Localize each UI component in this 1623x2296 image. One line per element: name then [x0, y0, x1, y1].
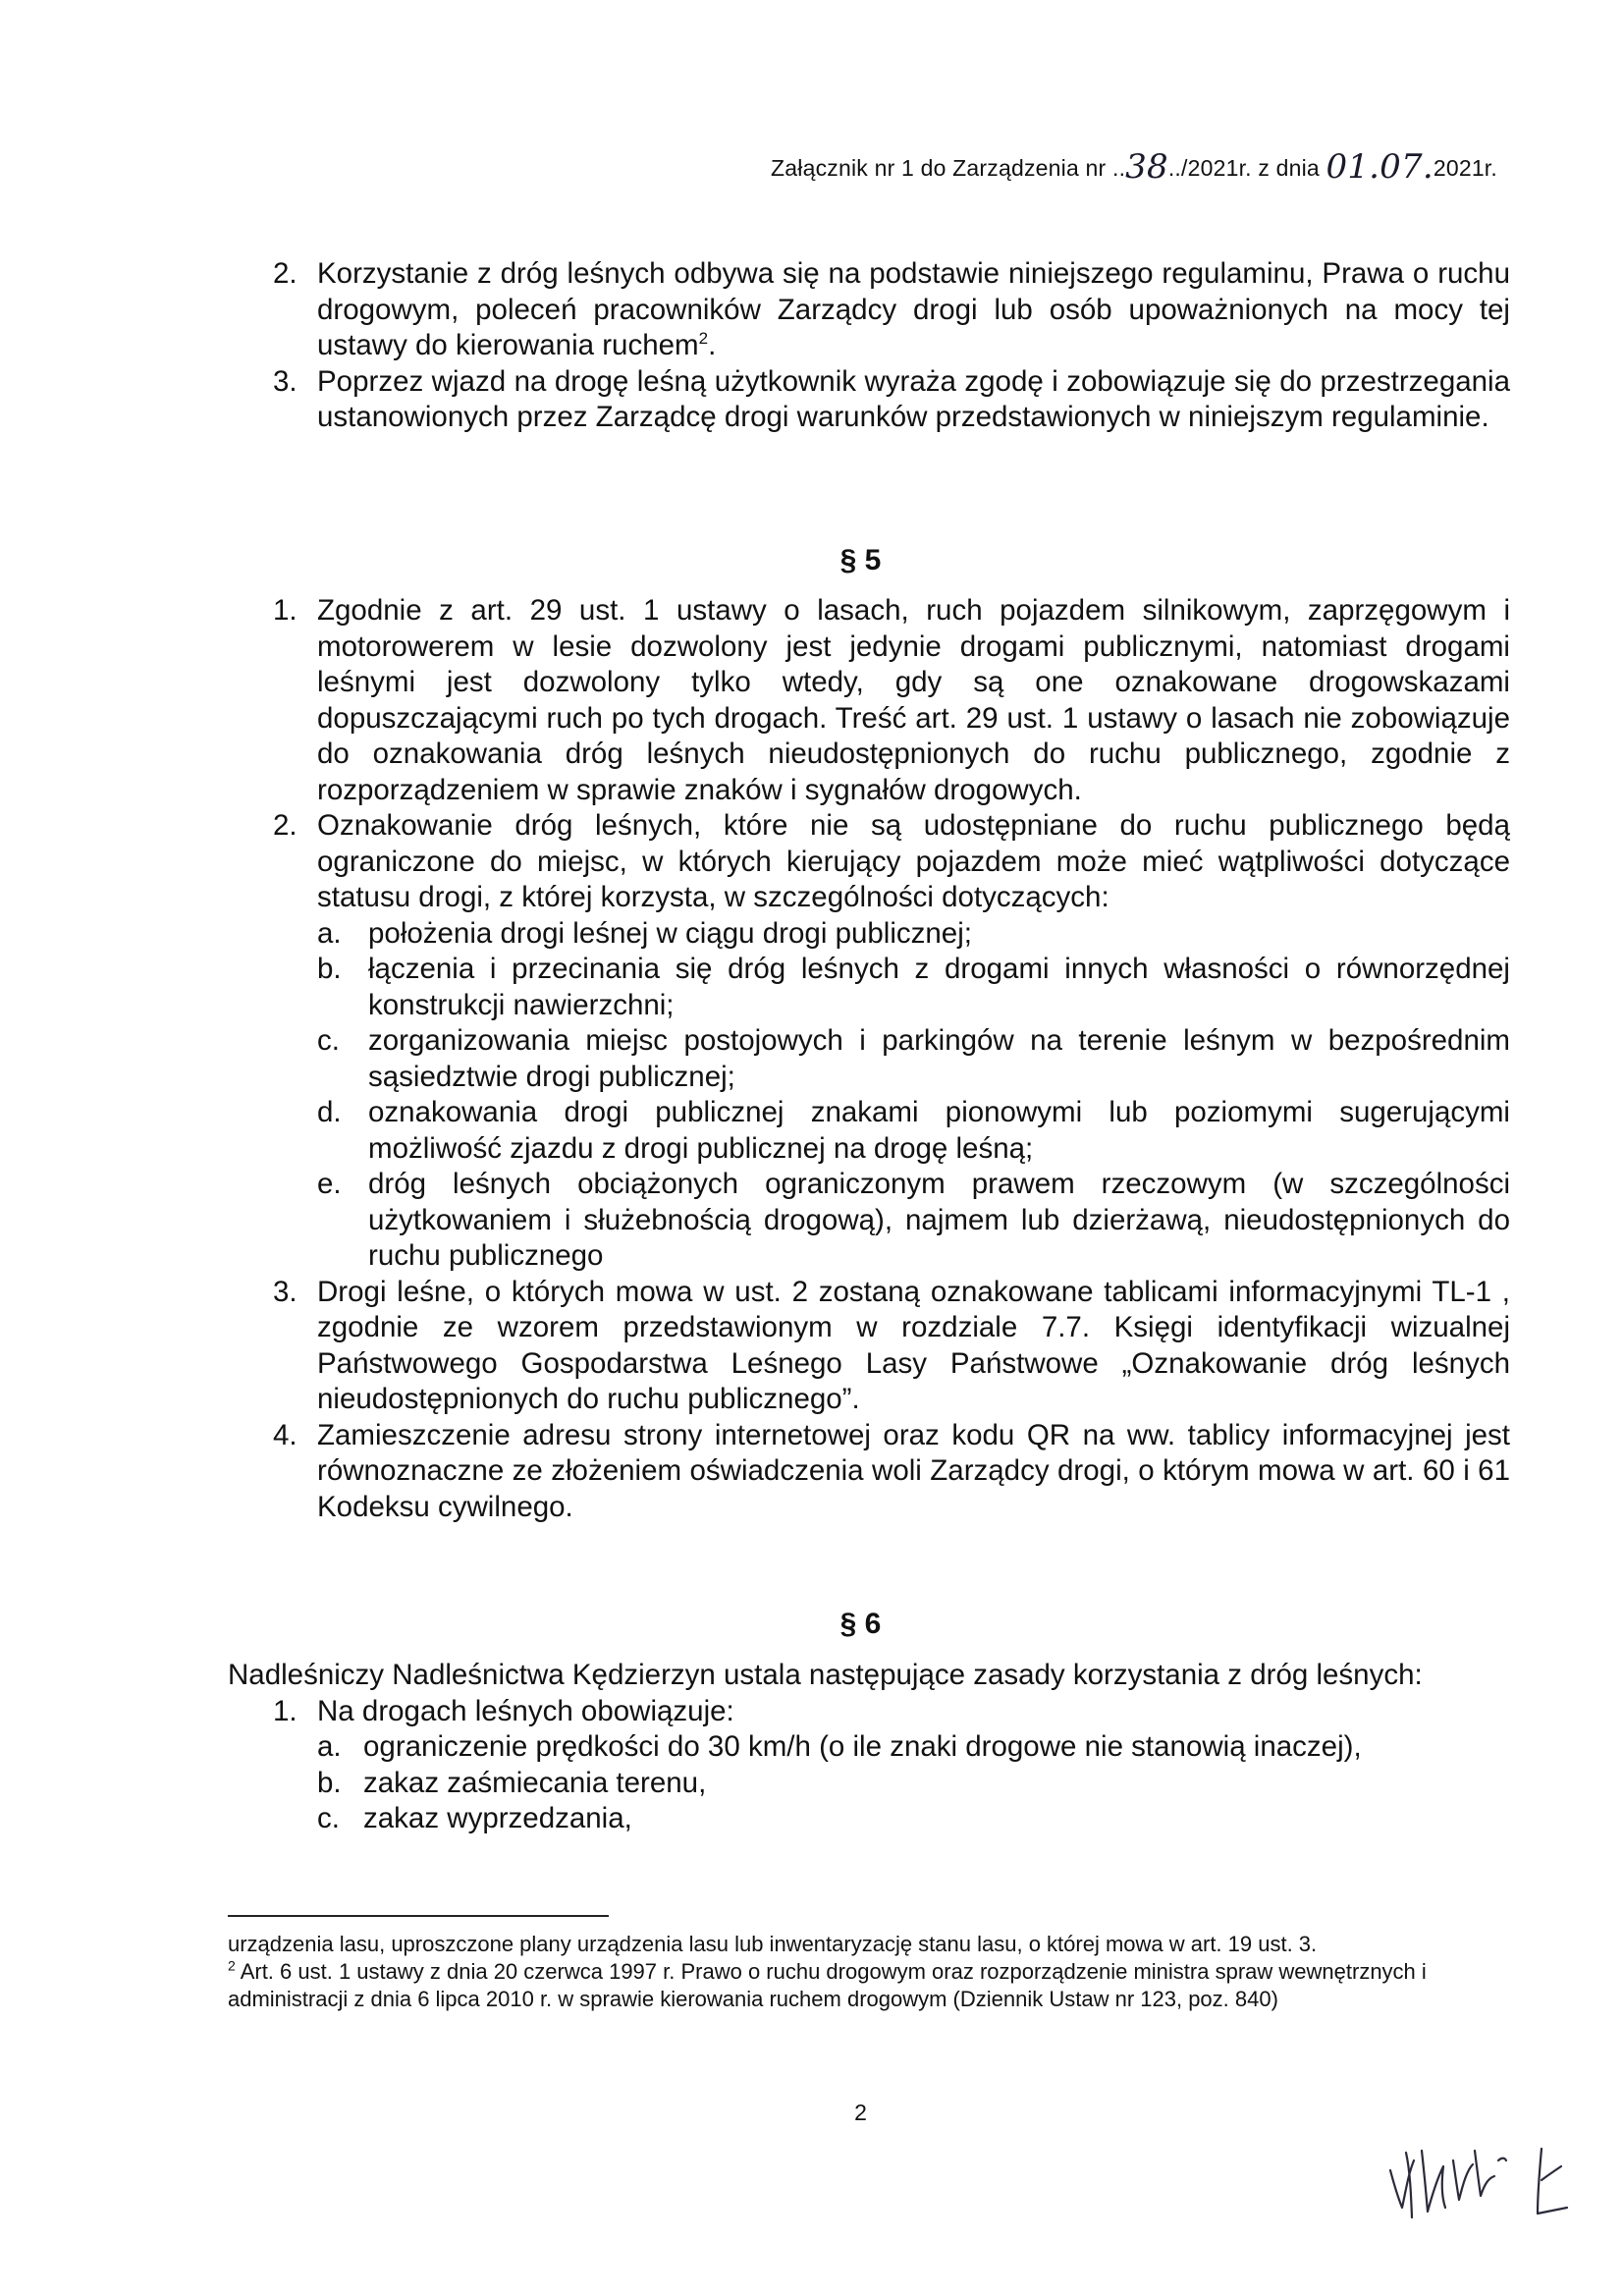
item-text	[317, 256, 1510, 364]
sub-item-letter: b.	[317, 953, 342, 985]
list-item	[273, 1418, 1510, 1526]
sub-item-letter: c.	[317, 1024, 340, 1057]
header-mid: ../2021r. z dnia	[1167, 155, 1326, 181]
attachment-header	[771, 145, 1497, 185]
footnote-mark: 2	[228, 1957, 236, 1974]
item-text-end: .	[708, 329, 717, 361]
section-5-title: § 5	[839, 544, 882, 576]
list-item	[273, 1275, 1510, 1418]
sub-item-letter: d.	[317, 1096, 342, 1128]
list-item	[273, 1694, 1510, 1837]
item-number: 3.	[273, 1275, 298, 1308]
item-number: 4.	[273, 1418, 298, 1451]
item-content	[317, 808, 1510, 1275]
footnote-2-text: Art. 6 ust. 1 ustawy z dnia 20 czerwca 1997 r. Prawo o ruchu drogowym oraz rozporządzenie ministra spraw wewnętrznych i administracji z dnia 6 lipca 2010 r. w sprawie kierowania ruchem drogowym (Dziennik Ustaw nr 123, poz. 840)	[228, 1959, 1427, 2011]
item-number: 1.	[273, 594, 298, 627]
footnote-continued: urządzenia lasu, uproszczone plany urządzenia lasu lub inwentaryzację stanu lasu, o której mowa w art. 19 ust. 3.	[228, 1932, 1318, 1956]
footnote-ref: 2	[698, 329, 709, 349]
section-6-content	[228, 1658, 1510, 1837]
sub-item-letter: e.	[317, 1168, 342, 1200]
section-6-title: § 6	[839, 1608, 882, 1640]
item-text: Poprzez wjazd na drogę leśną użytkownik wyraża zgodę i zobowiązuje się do przestrzegania ustanowionych przez Zarządcę drogi warunków przedstawionych w niniejszym regulaminie.	[317, 364, 1510, 433]
footnote-separator	[228, 1915, 609, 1917]
footnote-2	[228, 1958, 1504, 2013]
sub-item-letter: a.	[317, 916, 342, 950]
sub-item-text: położenia drogi leśnej w ciągu drogi publicznej;	[368, 916, 972, 950]
sub-list-item	[317, 1023, 1510, 1095]
sub-item-text: zorganizowania miejsc postojowych i parkingów na terenie leśnym w bezpośrednim sąsiedztwie drogi publicznej;	[368, 1024, 1510, 1093]
sub-list-item	[317, 1095, 1510, 1167]
sub-item-letter: a.	[317, 1730, 342, 1763]
sub-item-text: zakaz wyprzedzania,	[363, 1802, 632, 1834]
list-item	[273, 593, 1510, 808]
item-number: 3.	[273, 364, 298, 398]
section-5-list	[273, 593, 1510, 1525]
handwritten-signature	[1384, 2131, 1581, 2224]
sub-list-item	[317, 1167, 1510, 1275]
list-item	[273, 364, 1510, 436]
page-number: 2	[854, 2100, 867, 2125]
section-6-intro: Nadleśniczy Nadleśnictwa Kędzierzyn ustala następujące zasady korzystania z dróg leśnych:	[228, 1659, 1423, 1691]
intro-list	[273, 256, 1510, 436]
sub-list-item	[317, 916, 1510, 953]
sub-item-text: zakaz zaśmiecania terenu,	[363, 1766, 707, 1799]
sub-item-letter: c.	[317, 1802, 340, 1834]
item-text: Zgodnie z art. 29 ust. 1 ustawy o lasach, ruch pojazdem silnikowym, zaprzęgowym i motorowerem w lesie dozwolony jest jedynie drogami publicznymi, natomiast drogami leśnymi jest dozwolony tylko wtedy, gdy są one oznakowane drogowskazami dopuszczającymi ruch po tych drogach. Treść art. 29 ust. 1 ustawy o lasach nie zobowiązuje do oznakowania dróg leśnych nieudostępnionych do ruchu publicznego, zgodnie z rozporządzeniem w sprawie znaków i sygnałów drogowych.	[317, 594, 1510, 806]
sub-list-item	[317, 1729, 1510, 1766]
sub-item-text: ograniczenie prędkości do 30 km/h (o ile znaki drogowe nie stanowią inaczej),	[363, 1730, 1362, 1763]
sub-list-item	[317, 1766, 1510, 1802]
sub-item-text: dróg leśnych obciążonych ograniczonym prawem rzeczowym (w szczególności użytkowaniem i służebnością drogową), najmem lub dzierżawą, nieudostępnionych do ruchu publicznego	[368, 1168, 1510, 1272]
footnotes	[228, 1931, 1504, 2013]
item-text: Na drogach leśnych obowiązuje:	[317, 1694, 734, 1727]
handwritten-date: 01.07.	[1325, 147, 1434, 187]
list-item	[273, 256, 1510, 364]
sub-item-text: oznakowania drogi publicznej znakami pionowymi lub poziomymi sugerującymi możliwość zjazdu z drogi publicznej na drogę leśną;	[368, 1096, 1510, 1165]
sub-item-letter: b.	[317, 1766, 342, 1799]
item-text: Drogi leśne, o których mowa w ust. 2 zostaną oznakowane tablicami informacyjnymi TL-1 , zgodnie ze wzorem przedstawionym w rozdziale 7.7. Księgi identyfikacji wizualnej Państwowego Gospodarstwa Leśnego Lasy Państwowe „Oznakowanie dróg leśnych nieudostępnionych do ruchu publicznego”.	[317, 1275, 1510, 1415]
item-text: Oznakowanie dróg leśnych, które nie są udostępniane do ruchu publicznego będą ograniczone do miejsc, w których kierujący pojazdem może mieć wątpliwości dotyczące statusu drogi, z której korzysta, w szczególności dotyczących:	[317, 809, 1510, 913]
sub-list-item	[317, 952, 1510, 1023]
header-prefix: Załącznik nr 1 do Zarządzenia nr ..	[771, 155, 1126, 181]
list-item	[273, 808, 1510, 1275]
item-content	[317, 1694, 1510, 1837]
header-suffix: 2021r.	[1433, 155, 1497, 181]
sub-item-text: łączenia i przecinania się dróg leśnych z drogami innych własności o równorzędnej konstrukcji nawierzchni;	[368, 953, 1510, 1021]
item-number: 1.	[273, 1694, 298, 1727]
item-text-body: Korzystanie z dróg leśnych odbywa się na podstawie niniejszego regulaminu, Prawa o ruchu drogowym, poleceń pracowników Zarządcy drogi lub osób upoważnionych na mocy tej ustawy do kierowania ruchem	[317, 257, 1510, 361]
item-number: 2.	[273, 257, 298, 290]
item-text: Zamieszczenie adresu strony internetowej oraz kodu QR na ww. tablicy informacyjnej jest równoznaczne ze złożeniem oświadczenia woli Zarządcy drogi, o którym mowa w art. 60 i 61 Kodeksu cywilnego.	[317, 1418, 1510, 1523]
item-number: 2.	[273, 809, 298, 842]
sub-list-item	[317, 1801, 1510, 1837]
handwritten-order-number: 38	[1125, 147, 1168, 187]
